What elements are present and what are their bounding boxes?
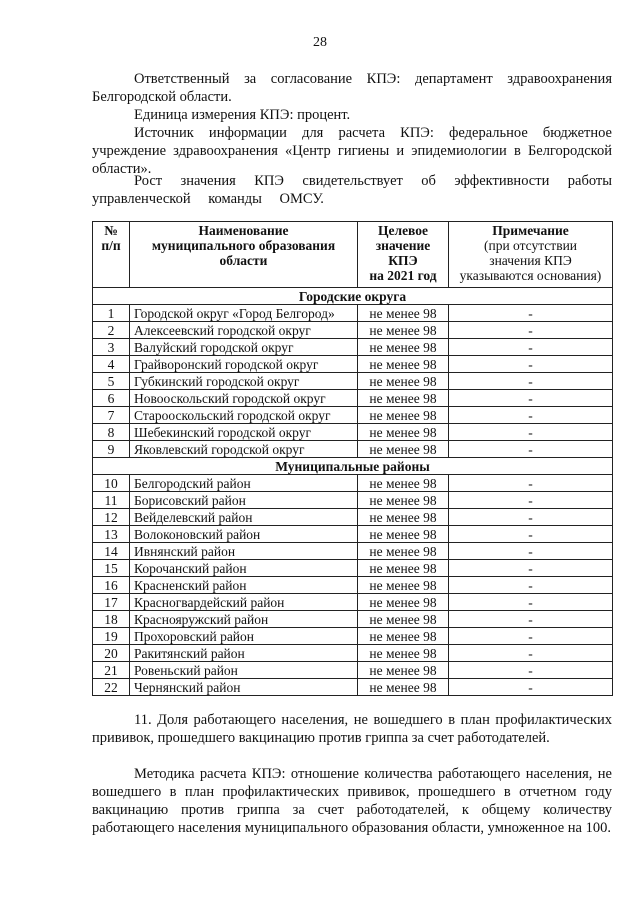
municipality-name: Грайворонский городской округ xyxy=(130,356,358,373)
source-paragraph: Источник информации для расчета КПЭ: федеральное бюджетное учреждение здравоохранения «Центр гигиены и эпидемиологии в Белгородской области». xyxy=(92,125,612,177)
target-value: не менее 98 xyxy=(358,339,449,356)
table-row xyxy=(93,509,613,526)
note-value: - xyxy=(449,390,613,407)
row-number: 19 xyxy=(93,628,130,645)
row-number: 10 xyxy=(93,475,130,492)
table-row xyxy=(93,322,613,339)
table-row xyxy=(93,390,613,407)
note-value: - xyxy=(449,509,613,526)
target-value: не менее 98 xyxy=(358,390,449,407)
page-number: 28 xyxy=(313,35,327,50)
header-note: Примечание (при отсутствии значения КПЭ указываются основания) xyxy=(449,222,613,288)
note-value: - xyxy=(449,560,613,577)
table-row xyxy=(93,475,613,492)
municipality-name: Чернянский район xyxy=(130,679,358,696)
item-11-paragraph: 11. Доля работающего населения, не вошедшего в план профилактических прививок, прошедшего вакцинацию против гриппа за счет работодателей. xyxy=(92,712,612,746)
growth-paragraph: Рост значения КПЭ свидетельствует об эффективности работы управленческой команды ОМСУ. xyxy=(92,173,612,207)
note-value: - xyxy=(449,577,613,594)
note-value: - xyxy=(449,373,613,390)
target-value: не менее 98 xyxy=(358,441,449,458)
note-value: - xyxy=(449,628,613,645)
target-value: не менее 98 xyxy=(358,628,449,645)
header-num: № п/п xyxy=(93,222,130,288)
table-row xyxy=(93,628,613,645)
target-value: не менее 98 xyxy=(358,373,449,390)
municipality-name: Ракитянский район xyxy=(130,645,358,662)
note-value: - xyxy=(449,679,613,696)
unit-paragraph: Единица измерения КПЭ: процент. xyxy=(134,107,351,123)
row-number: 8 xyxy=(93,424,130,441)
municipality-name: Губкинский городской округ xyxy=(130,373,358,390)
municipality-name: Красненский район xyxy=(130,577,358,594)
target-value: не менее 98 xyxy=(358,543,449,560)
municipality-name: Волоконовский район xyxy=(130,526,358,543)
row-number: 9 xyxy=(93,441,130,458)
header-target: Целевое значение КПЭ на 2021 год xyxy=(358,222,449,288)
row-number: 13 xyxy=(93,526,130,543)
municipality-name: Белгородский район xyxy=(130,475,358,492)
target-value: не менее 98 xyxy=(358,475,449,492)
row-number: 1 xyxy=(93,305,130,322)
note-value: - xyxy=(449,475,613,492)
target-value: не менее 98 xyxy=(358,662,449,679)
section-title: Муниципальные районы xyxy=(93,458,613,475)
target-value: не менее 98 xyxy=(358,679,449,696)
municipality-name: Ровеньский район xyxy=(130,662,358,679)
note-value: - xyxy=(449,305,613,322)
municipality-name: Прохоровский район xyxy=(130,628,358,645)
table-row xyxy=(93,611,613,628)
row-number: 17 xyxy=(93,594,130,611)
target-value: не менее 98 xyxy=(358,424,449,441)
table-row xyxy=(93,577,613,594)
table-row xyxy=(93,407,613,424)
municipality-name: Красногвардейский район xyxy=(130,594,358,611)
municipality-name: Ивнянский район xyxy=(130,543,358,560)
row-number: 16 xyxy=(93,577,130,594)
header-name: Наименование муниципального образования области xyxy=(130,222,358,288)
target-value: не менее 98 xyxy=(358,611,449,628)
target-value: не менее 98 xyxy=(358,509,449,526)
table-row xyxy=(93,373,613,390)
table-row xyxy=(93,679,613,696)
municipality-name: Яковлевский городской округ xyxy=(130,441,358,458)
table-row xyxy=(93,560,613,577)
target-value: не менее 98 xyxy=(358,356,449,373)
target-value: не менее 98 xyxy=(358,407,449,424)
responsible-paragraph: Ответственный за согласование КПЭ: департамент здравоохранения Белгородской области. xyxy=(92,71,612,105)
target-value: не менее 98 xyxy=(358,645,449,662)
table-row xyxy=(93,492,613,509)
municipality-name: Алексеевский городской округ xyxy=(130,322,358,339)
row-number: 12 xyxy=(93,509,130,526)
row-number: 7 xyxy=(93,407,130,424)
table-row xyxy=(93,356,613,373)
row-number: 21 xyxy=(93,662,130,679)
municipality-name: Старооскольский городской округ xyxy=(130,407,358,424)
municipality-name: Шебекинский городской округ xyxy=(130,424,358,441)
methodology-paragraph: Методика расчета КПЭ: отношение количества работающего населения, не вошедшего в план профилактических прививок, прошедшего в отчетном году вакцинацию против гриппа за счет работодателей, к общему количеству работающего населения муниципального образования области, умноженное на 100. xyxy=(92,766,612,836)
municipality-name: Борисовский район xyxy=(130,492,358,509)
note-value: - xyxy=(449,662,613,679)
table-row xyxy=(93,526,613,543)
section-row xyxy=(93,288,613,305)
row-number: 18 xyxy=(93,611,130,628)
note-value: - xyxy=(449,356,613,373)
table-row xyxy=(93,662,613,679)
row-number: 14 xyxy=(93,543,130,560)
table-row xyxy=(93,424,613,441)
row-number: 6 xyxy=(93,390,130,407)
target-value: не менее 98 xyxy=(358,594,449,611)
note-value: - xyxy=(449,543,613,560)
table-row xyxy=(93,645,613,662)
target-value: не менее 98 xyxy=(358,560,449,577)
note-value: - xyxy=(449,407,613,424)
table-row xyxy=(93,543,613,560)
row-number: 15 xyxy=(93,560,130,577)
note-value: - xyxy=(449,492,613,509)
target-value: не менее 98 xyxy=(358,492,449,509)
municipality-name: Вейделевский район xyxy=(130,509,358,526)
row-number: 11 xyxy=(93,492,130,509)
row-number: 4 xyxy=(93,356,130,373)
table-row xyxy=(93,305,613,322)
note-value: - xyxy=(449,322,613,339)
note-value: - xyxy=(449,594,613,611)
note-value: - xyxy=(449,339,613,356)
row-number: 5 xyxy=(93,373,130,390)
table-header-row xyxy=(93,222,613,288)
municipality-name: Корочанский район xyxy=(130,560,358,577)
municipality-name: Городской округ «Город Белгород» xyxy=(130,305,358,322)
target-value: не менее 98 xyxy=(358,305,449,322)
section-row xyxy=(93,458,613,475)
table-row xyxy=(93,594,613,611)
table-row xyxy=(93,339,613,356)
row-number: 3 xyxy=(93,339,130,356)
note-value: - xyxy=(449,611,613,628)
table-row xyxy=(93,441,613,458)
target-value: не менее 98 xyxy=(358,526,449,543)
note-value: - xyxy=(449,645,613,662)
kpi-table xyxy=(92,221,613,696)
target-value: не менее 98 xyxy=(358,322,449,339)
note-value: - xyxy=(449,526,613,543)
note-value: - xyxy=(449,441,613,458)
row-number: 20 xyxy=(93,645,130,662)
section-title: Городские округа xyxy=(93,288,613,305)
municipality-name: Новооскольский городской округ xyxy=(130,390,358,407)
row-number: 2 xyxy=(93,322,130,339)
note-value: - xyxy=(449,424,613,441)
row-number: 22 xyxy=(93,679,130,696)
municipality-name: Валуйский городской округ xyxy=(130,339,358,356)
target-value: не менее 98 xyxy=(358,577,449,594)
municipality-name: Краснояружский район xyxy=(130,611,358,628)
